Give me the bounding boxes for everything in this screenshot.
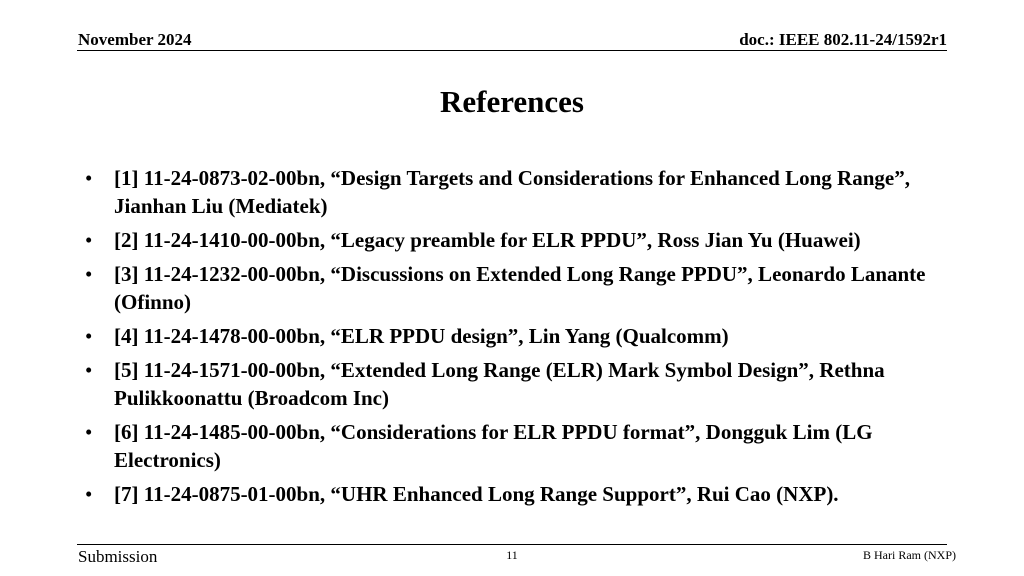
reference-text: [6] 11-24-1485-00-00bn, “Considerations for ELR PPDU format”, Dongguk Lim (LG Electronics) — [114, 420, 873, 472]
page-number: 11 — [506, 548, 518, 562]
reference-text: [1] 11-24-0873-02-00bn, “Design Targets and Considerations for Enhanced Long Range”, Jianhan Liu (Mediatek) — [114, 166, 910, 218]
bullet-icon: • — [85, 482, 93, 506]
footer-divider — [77, 544, 947, 545]
reference-item — [80, 322, 950, 350]
bullet-icon: • — [85, 324, 93, 348]
reference-text: [3] 11-24-1232-00-00bn, “Discussions on Extended Long Range PPDU”, Leonardo Lanante (Ofinno) — [114, 262, 926, 314]
reference-text: [7] 11-24-0875-01-00bn, “UHR Enhanced Long Range Support”, Rui Cao (NXP). — [114, 482, 839, 506]
bullet-icon: • — [85, 166, 93, 190]
reference-text: [5] 11-24-1571-00-00bn, “Extended Long Range (ELR) Mark Symbol Design”, Rethna Pulikkoonattu (Broadcom Inc) — [114, 358, 885, 410]
reference-list — [80, 164, 950, 514]
reference-item — [80, 164, 950, 220]
reference-item — [80, 260, 950, 316]
bullet-icon: • — [85, 228, 93, 252]
reference-item — [80, 356, 950, 412]
reference-item — [80, 480, 950, 508]
header-date: November 2024 — [78, 30, 192, 49]
header-divider — [77, 50, 947, 51]
bullet-icon: • — [85, 262, 93, 286]
reference-text: [4] 11-24-1478-00-00bn, “ELR PPDU design”, Lin Yang (Qualcomm) — [114, 324, 729, 348]
reference-item — [80, 418, 950, 474]
footer-submission: Submission — [78, 547, 158, 566]
header-doc-id: doc.: IEEE 802.11-24/1592r1 — [739, 30, 947, 49]
slide-title: References — [439, 84, 584, 119]
bullet-icon: • — [85, 420, 93, 444]
reference-item — [80, 226, 950, 254]
bullet-icon: • — [85, 358, 93, 382]
reference-text: [2] 11-24-1410-00-00bn, “Legacy preamble for ELR PPDU”, Ross Jian Yu (Huawei) — [114, 228, 861, 252]
footer-author: B Hari Ram (NXP) — [863, 548, 956, 562]
